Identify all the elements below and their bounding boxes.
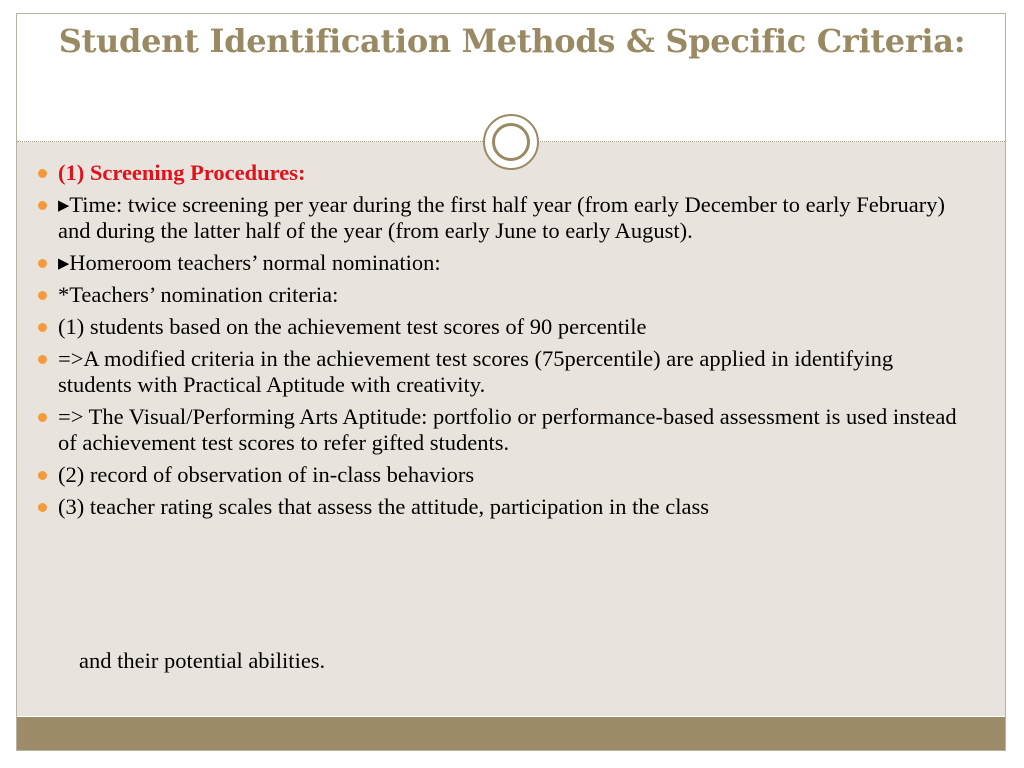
bullet-icon: [38, 259, 47, 268]
list-item: [38, 494, 968, 520]
list-item: [38, 160, 968, 186]
divider-circle-inner: [492, 123, 530, 161]
bullet-icon: [38, 201, 47, 210]
bullet-text: (3) teacher rating scales that assess the attitude, participation in the class: [58, 494, 710, 519]
bullet-text: *Teachers’ nomination criteria:: [58, 282, 339, 307]
list-item: [38, 462, 968, 488]
bullet-icon: [38, 291, 47, 300]
list-item: [38, 282, 968, 308]
bullet-text: ▸Homeroom teachers’ normal nomination:: [58, 250, 441, 275]
bullet-icon: [38, 503, 47, 512]
bullet-icon: [38, 323, 47, 332]
bullet-list: [38, 160, 968, 526]
slide-title: Student Identification Methods & Specific Criteria:: [58, 22, 966, 60]
list-item: [38, 314, 968, 340]
bullet-text: (2) record of observation of in-class behaviors: [58, 462, 475, 487]
bullet-text: => The Visual/Performing Arts Aptitude: portfolio or performance-based assessment is used instead of achievement test scores to refer gifted students.: [58, 404, 957, 455]
list-item: [38, 250, 968, 276]
bullet-text: ▸Time: twice screening per year during the first half year (from early December to early February) and during the latter half of the year (from early June to early August).: [58, 192, 945, 243]
list-item: [38, 192, 968, 244]
list-item: [38, 404, 968, 456]
bullet-text: =>A modified criteria in the achievement test scores (75percentile) are applied in identifying students with Practical Aptitude with creativity.: [58, 346, 894, 397]
bullet-icon: [38, 169, 47, 178]
bullet-text: (1) students based on the achievement test scores of 90 percentile: [58, 314, 647, 339]
bullet-text: (1) Screening Procedures:: [58, 160, 306, 185]
list-item: [38, 346, 968, 398]
bullet-icon: [38, 471, 47, 480]
continuation-text: and their potential abilities.: [79, 648, 326, 673]
bullet-icon: [38, 355, 47, 364]
bullet-icon: [38, 413, 47, 422]
footer-bar: [17, 717, 1005, 750]
